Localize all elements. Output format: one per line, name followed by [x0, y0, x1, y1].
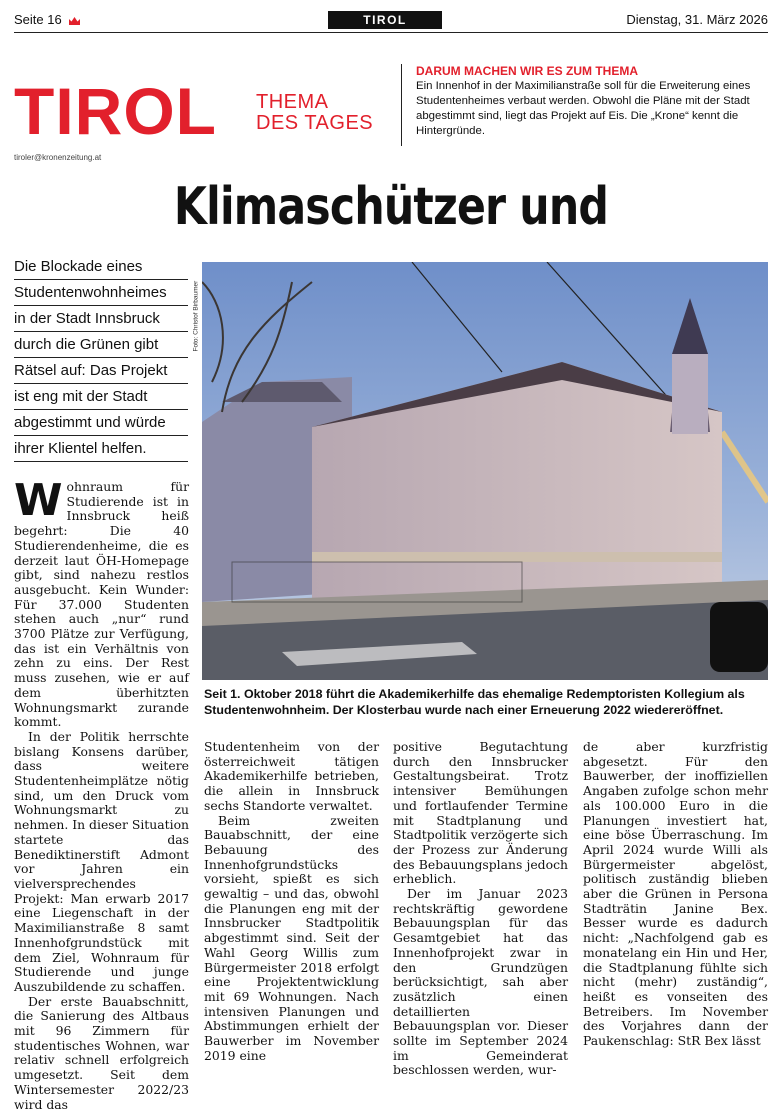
intro-line: Studentenwohnheimes [14, 280, 188, 306]
article-intro [14, 254, 188, 462]
article-column-4 [583, 740, 768, 1049]
article-paragraph: Der erste Bauabschnitt, die Sanierung des Altbaus mit 96 Zimmern für studentisches Wohnen, war relativ schnell erfolgreich umgesetzt. Seit dem Wintersemester 2022/23 wird das [14, 993, 189, 1112]
article-column-3 [393, 740, 568, 1078]
section-label: TIROL [328, 11, 442, 29]
teaser-heading: DARUM MACHEN WIR ES ZUM THEMA [416, 64, 638, 78]
crown-icon [68, 16, 81, 26]
article-paragraph: Beim zweiten Bauabschnitt, der eine Bebauung des Innenhofgrundstücks vorsieht, spießt es sich gewaltig – und das, obwohl die Planungen eng mit der Innsbrucker Stadtpolitik abgestimmt sind. Seit der Wahl Georg Willis zum Bürgermeister 2018 erfolgt eine Projektentwicklung mit 69 Wohnungen. Nach intensiven Planungen und Abstimmungen erhielt der Bauwerber im November 2019 eine [204, 812, 379, 1063]
article-paragraph: positive Begutachtung durch den Innsbrucker Gestaltungsbeirat. Trotz intensiver Bemühungen und fortlaufender Termine mit Stadtplanung und Stadtpolitik verzögerte sich der Prozess zur Änderung des Bebauungsplans jedoch erheblich. [393, 739, 568, 887]
photo-caption: Seit 1. Oktober 2018 führt die Akademikerhilfe das ehemalige Redemptoristen Kollegium als Studentenwohnheim. Der Klosterbau wurde nach einer Erneuerung 2022 wiedereröffnet. [204, 687, 745, 717]
drop-cap: W [14, 475, 63, 526]
thema-line-1: THEMA [256, 91, 329, 113]
article-paragraph: Wohnraum für Studierende ist in Innsbruck heiß begehrt: Die 40 Studierendenheime, die es derzeit laut ÖH-Homepage gibt, sind nahezu restlos ausgebucht. Kein Wunder: Für 37.000 Studenten stehen auch „nur“ rund 3700 Plätze zur Verfügung, das ist ein Verhältnis von zehn zu eins. Der Rest muss zusehen, wie er auf dem überhitzten Wohnungsmarkt zurande kommt. [14, 475, 189, 730]
thema-des-tages [256, 92, 373, 134]
intro-line: abgestimmt und würde [14, 410, 188, 436]
intro-line: durch die Grünen gibt [14, 332, 188, 358]
article-paragraph: de aber kurzfristig abgesetzt. Für den Bauwerber, der inoffiziellen Angaben zufolge schon mehr als 100.000 Euro in die Planungen investiert hat, eine böse Überraschung. Im April 2024 wurde Willi als Bürgermeister abgelöst, politisch zuständig blieben aber die Grünen in Persona Stadträtin Janine Bex. Besser wurde es dadurch nicht: „Nachfolgend gab es monatelang ein Hin und Her, die Stadtplanung fühlte sich nicht (mehr) zuständig“, heißt es vonseiten des Betreibers. Im November des Vorjahres dann der Paukenschlag: StR Bex lässt [583, 739, 768, 1049]
page-label: Seite 16 [14, 12, 62, 27]
article-column-2 [204, 740, 379, 1063]
intro-line: ihrer Klientel helfen. [14, 436, 188, 462]
issue-date: Dienstag, 31. März 2026 [626, 12, 768, 27]
top-bar [14, 10, 768, 33]
teaser-text: Ein Innenhof in der Maximilianstraße soll für die Erweiterung eines Studentenheimes verbaut werden. Obwohl die Pläne mit der Stadt abgestimmt sind, liegt das Projekt auf Eis. Die „Krone“ kennt die Hintergründe. [416, 80, 751, 137]
article-paragraph: Studentenheim von der österreichweit tätigen Akademikerhilfe betrieben, die allein in Innsbruck sechs Standorte verwaltet. [204, 739, 379, 813]
contact-email[interactable]: tiroler@kronenzeitung.at [14, 153, 102, 162]
article-paragraph: In der Politik herrschte bislang Konsens darüber, dass weitere Studentenheimplätze nötig sind, um den Druck vom Wohnungsmarkt zu nehmen. In dieser Situation startete das Benediktinerstift Admont vor Jahren ein vielversprechendes Projekt: Man erwarb 2017 eine Liegenschaft in der Maximilianstraße 8 samt Innenhofgrundstück mit dem Ziel, Wohnraum für Studierende und junge Auszubildende zu schaffen. [14, 728, 190, 994]
section-brand: TIROL [14, 74, 217, 148]
thema-line-2: DES TAGES [256, 112, 374, 134]
photo-credit: Foto: Christof Birbaumer [192, 280, 200, 352]
article-paragraph: Der im Januar 2023 rechtskräftig gewordene Bebauungsplan für das Gesamtgebiet hat das Innenhofprojekt zwar in den Grundzügen berücksichtigt, sah aber zusätzlich einen detaillierten Bebauungsplan vor. Dieser sollte im September 2024 im Gemeinderat beschlossen werden, wur- [393, 886, 568, 1078]
article-column-1 [14, 475, 190, 1112]
article-photo [202, 262, 768, 680]
intro-line: Rätsel auf: Das Projekt [14, 358, 188, 384]
page-number [14, 12, 81, 27]
masthead-divider [401, 64, 402, 146]
teaser-box [416, 64, 768, 139]
intro-line: Die Blockade eines [14, 254, 188, 280]
photo-illustration [202, 262, 768, 680]
article-headline: Klimaschützer und [173, 177, 609, 237]
intro-line: ist eng mit der Stadt [14, 384, 188, 410]
intro-line: in der Stadt Innsbruck [14, 306, 188, 332]
